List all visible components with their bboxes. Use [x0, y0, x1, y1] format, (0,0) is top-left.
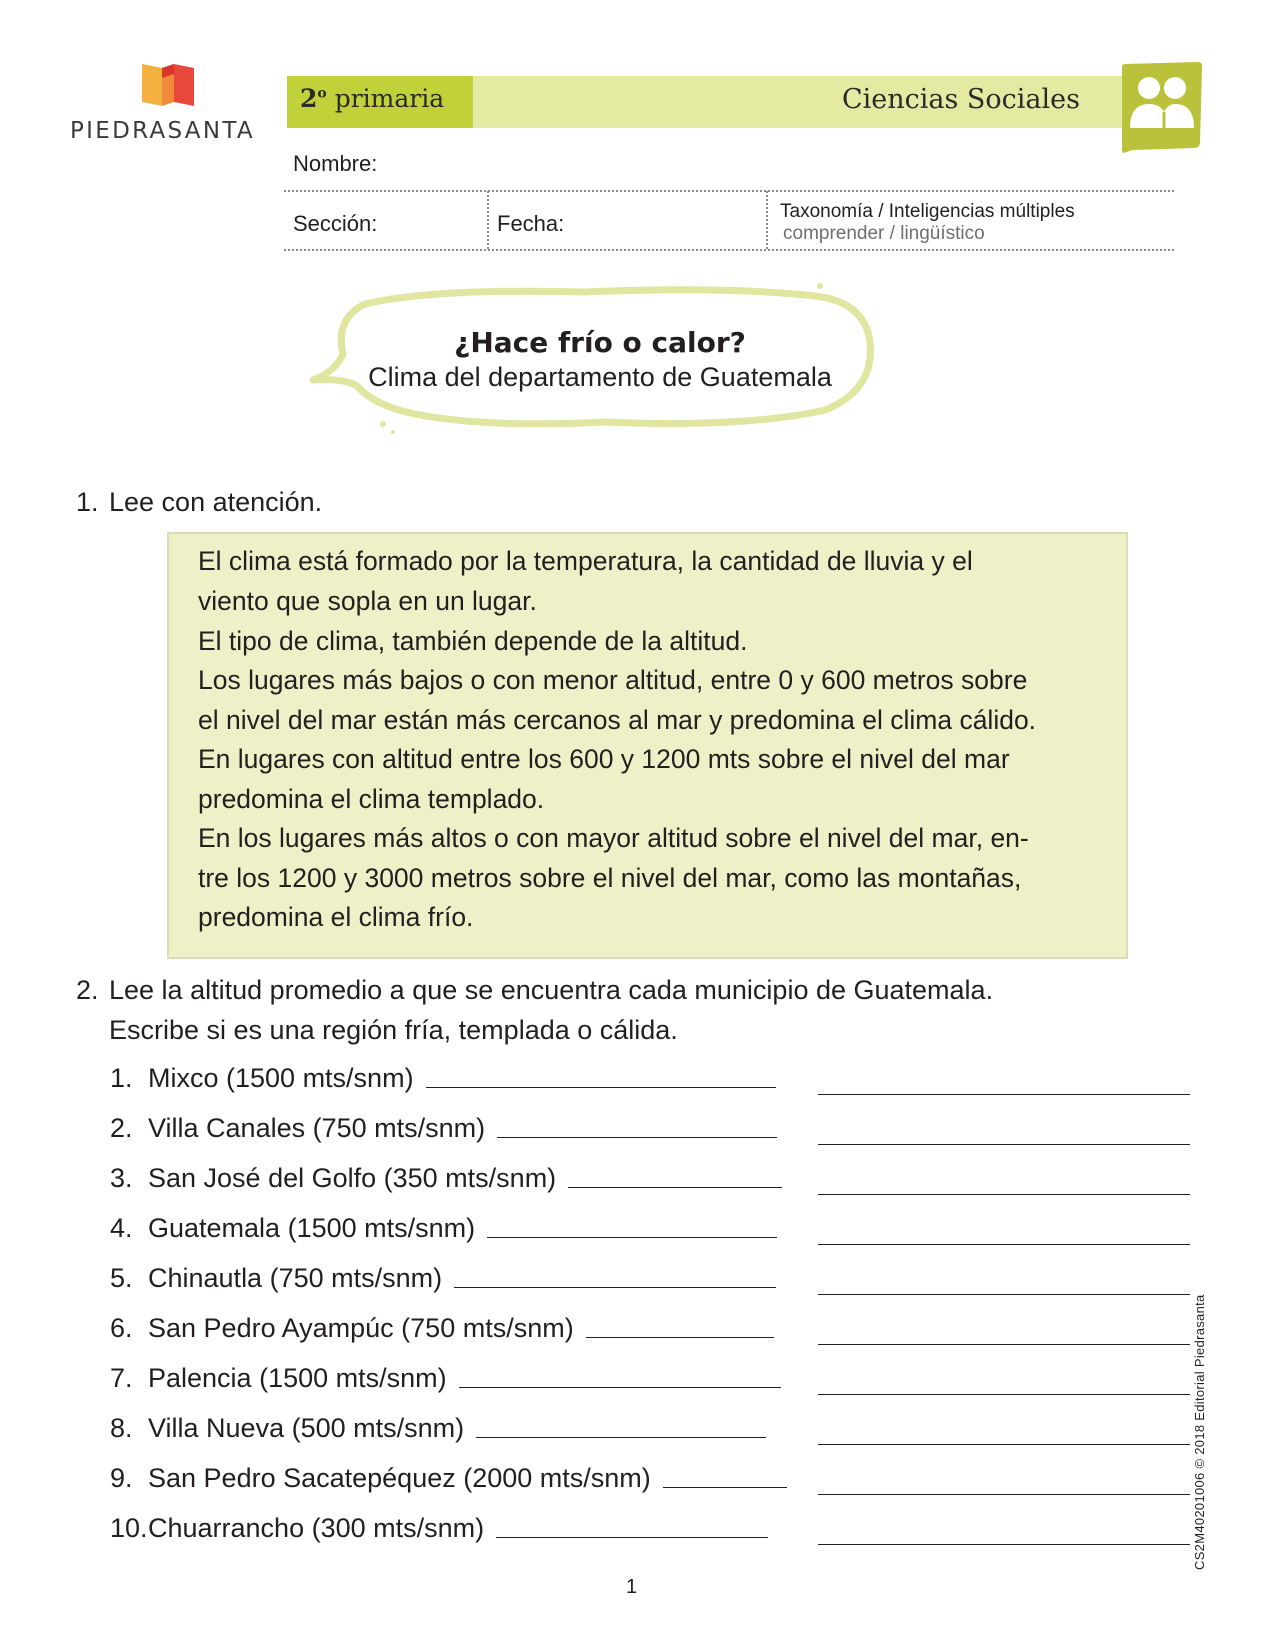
- answer-line[interactable]: [663, 1487, 787, 1488]
- item-number: 8.: [110, 1413, 133, 1443]
- activity-number: 2.: [76, 975, 99, 1005]
- logo-text: PIEDRASANTA: [70, 118, 255, 144]
- list-item: [110, 1413, 766, 1444]
- activity-number: 1.: [76, 487, 99, 517]
- date-label: Fecha:: [497, 211, 565, 236]
- reading-line: el nivel del mar están más cercanos al mar y predomina el clima cálido.: [198, 705, 1037, 735]
- item-number: 6.: [110, 1313, 133, 1343]
- item-text: Mixco (1500 mts/snm): [148, 1063, 414, 1093]
- answer-line[interactable]: [459, 1387, 781, 1388]
- item-text: San Pedro Ayampúc (750 mts/snm): [148, 1313, 574, 1343]
- answer-line[interactable]: [568, 1187, 782, 1188]
- list-item: [110, 1263, 776, 1294]
- reading-line: Los lugares más bajos o con menor altitud, entre 0 y 600 metros sobre: [198, 665, 1028, 695]
- item-number: 3.: [110, 1163, 133, 1193]
- worksheet-title: ¿Hace frío o calor?: [454, 326, 746, 359]
- grade-superscript: o: [317, 85, 327, 102]
- reading-line: predomina el clima templado.: [198, 784, 545, 814]
- item-text: Chinautla (750 mts/snm): [148, 1263, 443, 1293]
- answer-line[interactable]: [818, 1444, 1190, 1445]
- answer-line[interactable]: [818, 1344, 1190, 1345]
- copyright-notice: CS2M40201006 © 2018 Editorial Piedrasanta: [1192, 1294, 1207, 1570]
- answer-line[interactable]: [496, 1537, 768, 1538]
- answer-line[interactable]: [454, 1287, 776, 1288]
- worksheet-subtitle: Clima del departamento de Guatemala: [368, 362, 832, 392]
- item-text: Villa Nueva (500 mts/snm): [148, 1413, 465, 1443]
- item-number: 5.: [110, 1263, 133, 1293]
- divider: [284, 249, 1174, 251]
- reading-line: En lugares con altitud entre los 600 y 1200 mts sobre el nivel del mar: [198, 744, 1010, 774]
- list-item: [110, 1113, 777, 1144]
- answer-line[interactable]: [818, 1144, 1190, 1145]
- divider: [766, 191, 768, 249]
- answer-line[interactable]: [818, 1244, 1190, 1245]
- list-item: [110, 1063, 776, 1094]
- reading-line: tre los 1200 y 3000 metros sobre el nivel del mar, como las montañas,: [198, 863, 1022, 893]
- answer-line[interactable]: [426, 1087, 776, 1088]
- answer-line[interactable]: [476, 1437, 766, 1438]
- item-number: 9.: [110, 1463, 133, 1493]
- item-number: 1.: [110, 1063, 133, 1093]
- item-number: 10.: [110, 1513, 148, 1543]
- item-text: San José del Golfo (350 mts/snm): [148, 1163, 557, 1193]
- answer-line[interactable]: [818, 1094, 1190, 1095]
- section-label: Sección:: [293, 211, 378, 236]
- list-item: [110, 1513, 768, 1544]
- answer-line[interactable]: [586, 1337, 774, 1338]
- answer-line[interactable]: [818, 1194, 1190, 1195]
- instruction-text: Lee la altitud promedio a que se encuentra cada municipio de Guatemala.: [109, 975, 994, 1005]
- answer-line[interactable]: [818, 1494, 1190, 1495]
- grade-label: [300, 84, 444, 113]
- list-item: [110, 1213, 777, 1244]
- book-logo-icon: [70, 62, 270, 122]
- people-icon: [1118, 62, 1204, 154]
- name-label: Nombre:: [293, 151, 378, 176]
- reading-line: El tipo de clima, también depende de la altitud.: [198, 626, 748, 656]
- divider: [487, 191, 489, 249]
- answer-line[interactable]: [497, 1137, 777, 1138]
- activity-2-instruction: [76, 970, 993, 1010]
- activity-2-instruction-line2: Escribe si es una región fría, templada o cálida.: [109, 1015, 678, 1045]
- item-number: 7.: [110, 1363, 133, 1393]
- item-text: Villa Canales (750 mts/snm): [148, 1113, 486, 1143]
- reading-line: En los lugares más altos o con mayor altitud sobre el nivel del mar, en-: [198, 823, 1029, 853]
- taxonomy-value: comprender / lingüístico: [783, 223, 985, 244]
- divider: [284, 190, 1174, 192]
- item-text: San Pedro Sacatepéquez (2000 mts/snm): [148, 1463, 651, 1493]
- list-item: [110, 1463, 787, 1494]
- answer-line[interactable]: [818, 1544, 1190, 1545]
- page-number: 1: [626, 1576, 638, 1598]
- instruction-text: Lee con atención.: [109, 487, 323, 517]
- activity-1-instruction: [76, 482, 322, 522]
- list-item: [110, 1313, 774, 1344]
- answer-line[interactable]: [818, 1294, 1190, 1295]
- list-item: [110, 1363, 781, 1394]
- reading-line: viento que sopla en un lugar.: [198, 586, 537, 616]
- item-text: Palencia (1500 mts/snm): [148, 1363, 447, 1393]
- taxonomy-label: Taxonomía / Inteligencias múltiples: [780, 201, 1075, 222]
- grade-number: 2: [300, 84, 318, 113]
- subject-title: Ciencias Sociales: [841, 84, 1080, 115]
- reading-line: El clima está formado por la temperatura, la cantidad de lluvia y el: [198, 546, 973, 576]
- grade-level: primaria: [334, 84, 445, 113]
- list-item: [110, 1163, 782, 1194]
- answer-line[interactable]: [818, 1394, 1190, 1395]
- reading-line: predomina el clima frío.: [198, 902, 474, 932]
- item-number: 4.: [110, 1213, 133, 1243]
- item-text: Chuarrancho (300 mts/snm): [148, 1513, 485, 1543]
- item-number: 2.: [110, 1113, 133, 1143]
- answer-line[interactable]: [487, 1237, 777, 1238]
- item-text: Guatemala (1500 mts/snm): [148, 1213, 476, 1243]
